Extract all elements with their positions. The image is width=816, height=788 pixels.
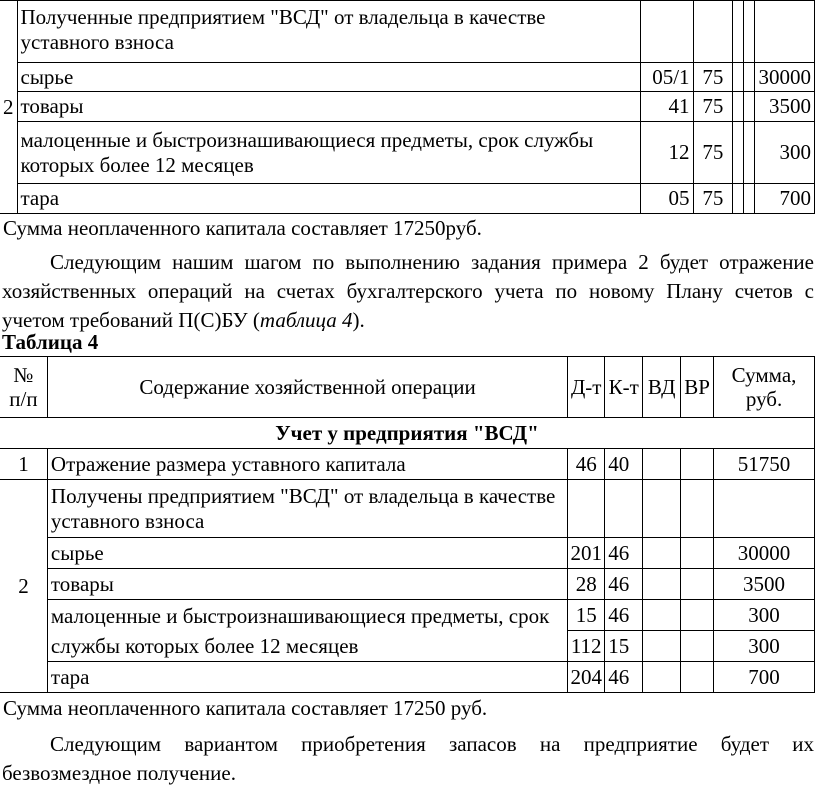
table-cell-sum: 30000 <box>754 63 814 92</box>
row-sum: 300 <box>714 600 815 631</box>
row-debit: 204 <box>568 662 605 693</box>
header-content: Содержание хозяйственной операции <box>47 357 567 418</box>
table-cell-debit: 05 <box>640 184 693 214</box>
row-credit: 46 <box>605 538 643 569</box>
table-cell-debit: 41 <box>640 92 693 122</box>
table-cell-sum: 700 <box>754 184 814 214</box>
table-4 <box>0 356 815 724</box>
row-debit: 201 <box>568 538 605 569</box>
row-text: тара <box>47 662 567 693</box>
header-debit: Д-т <box>568 357 605 418</box>
row-credit: 40 <box>605 449 643 480</box>
paragraph-text: Следующим нашим шагом по выполнению задания примера 2 будет отражение хозяйственных операций на счетах бухгалтерского учета по новому Плану счетов с учетом требований П(С)БУ ( <box>2 250 814 332</box>
header-vr: ВР <box>681 357 714 418</box>
table-cell-text: тара <box>17 184 640 214</box>
paragraph-text-end: ). <box>352 308 365 332</box>
table-cell-credit: 75 <box>693 63 733 92</box>
row-debit: 112 <box>568 631 605 662</box>
row-num: 1 <box>0 449 47 480</box>
row-sum: 300 <box>714 631 815 662</box>
table-cell-debit <box>640 1 693 63</box>
row-text: товары <box>47 569 567 600</box>
row-debit: 46 <box>568 449 605 480</box>
table-cell-debit: 05/1 <box>640 63 693 92</box>
table-cell-credit: 75 <box>693 122 733 184</box>
row-credit: 46 <box>605 600 643 631</box>
row-sum: 51750 <box>714 449 815 480</box>
table-row-index: 2 <box>0 1 17 214</box>
header-num: № п/п <box>0 357 47 418</box>
table-footer: Сумма неоплаченного капитала составляет 17250 руб. <box>0 693 815 724</box>
paragraph: Следующим вариантом приобретения запасов на предприятие будет их безвозмездное получение. <box>2 732 814 785</box>
table-cell-debit: 12 <box>640 122 693 184</box>
table-cell-sum: 3500 <box>754 92 814 122</box>
row-num: 2 <box>0 480 47 693</box>
row-credit: 46 <box>605 569 643 600</box>
row-sum: 3500 <box>714 569 815 600</box>
row-text: малоценные и быстроизнашивающиеся предметы, срок службы которых более 12 месяцев <box>47 600 567 662</box>
header-credit: К-т <box>605 357 643 418</box>
table-cell-text: Полученные предприятием "ВСД" от владельца в качестве уставного взноса <box>17 1 640 63</box>
paragraph <box>2 248 814 335</box>
table-cell-sum <box>754 1 814 63</box>
table-cell-credit <box>693 1 733 63</box>
header-sum: Сумма, руб. <box>714 357 815 418</box>
section-title: Учет у предприятия "ВСД" <box>0 418 815 449</box>
table-cell-text: товары <box>17 92 640 122</box>
table-cell-text: малоценные и быстроизнашивающиеся предметы, срок службы которых более 12 месяцев <box>17 122 640 184</box>
row-text: сырье <box>47 538 567 569</box>
table-footer: Сумма неоплаченного капитала составляет 17250руб. <box>0 214 815 244</box>
table-cell-credit: 75 <box>693 184 733 214</box>
table-cell-sum: 300 <box>754 122 814 184</box>
table-title: Таблица 4 <box>2 330 99 354</box>
row-debit: 28 <box>568 569 605 600</box>
row-sum: 700 <box>714 662 815 693</box>
table-cell-text: сырье <box>17 63 640 92</box>
table-reference: таблица 4 <box>259 308 353 332</box>
row-credit: 46 <box>605 662 643 693</box>
row-text: Отражение размера уставного капитала <box>47 449 567 480</box>
header-vd: ВД <box>643 357 681 418</box>
row-text: Получены предприятием "ВСД" от владельца в качестве уставного взноса <box>47 480 567 538</box>
row-debit: 15 <box>568 600 605 631</box>
table-top <box>0 0 815 244</box>
row-sum: 30000 <box>714 538 815 569</box>
table-cell-credit: 75 <box>693 92 733 122</box>
row-credit: 15 <box>605 631 643 662</box>
